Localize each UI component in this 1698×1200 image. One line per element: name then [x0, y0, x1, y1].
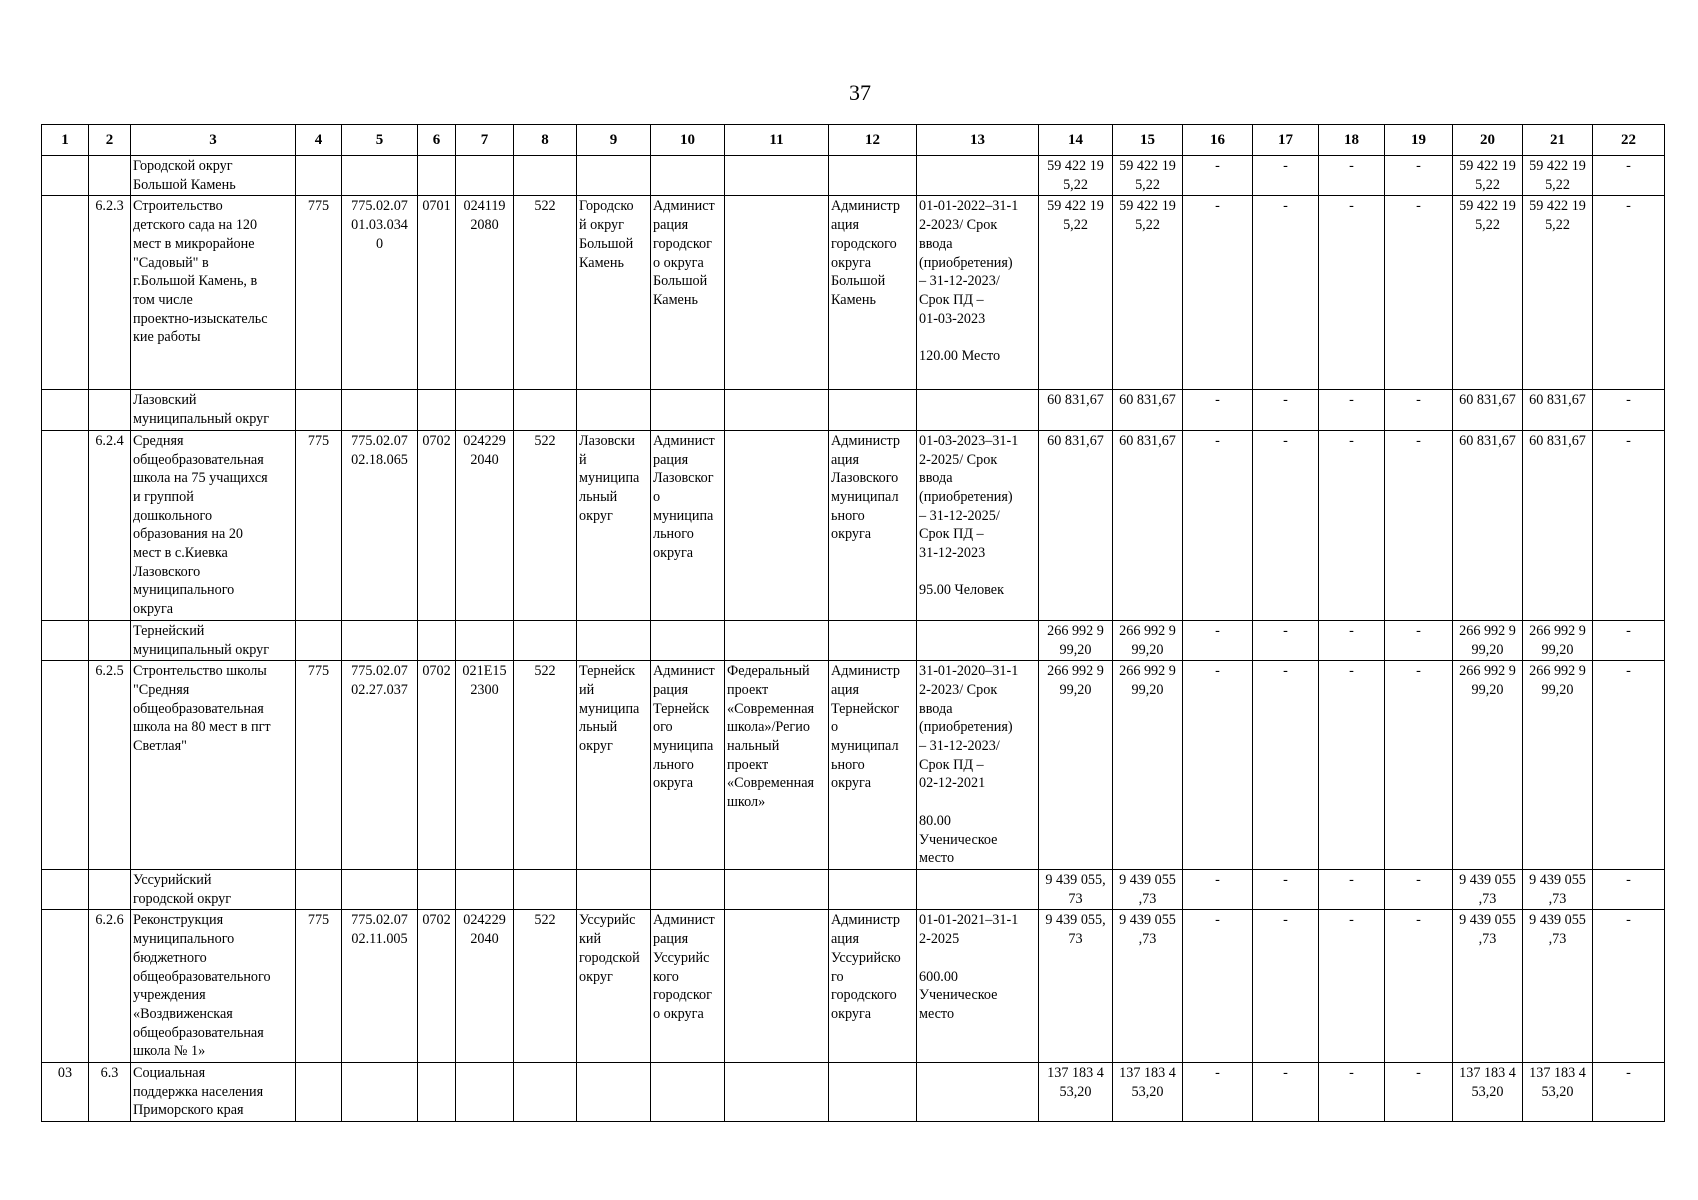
table-cell: 01-01-2021–31-1 2-2025 600.00 Ученическое место [917, 910, 1039, 1063]
table-cell: Админист рация Лазовског о муниципа льного округа [651, 430, 725, 620]
table-cell: 137 183 4 53,20 [1453, 1063, 1523, 1122]
page-number: 37 [849, 80, 871, 105]
table-cell [42, 869, 89, 909]
table-cell: - [1385, 390, 1453, 430]
table-cell [917, 1063, 1039, 1122]
table-cell: 6.3 [89, 1063, 131, 1122]
table-cell [725, 430, 829, 620]
table-cell: 6.2.5 [89, 661, 131, 870]
table-cell: 522 [514, 196, 577, 390]
table-cell: Средняя общеобразовательная школа на 75 учащихся и группой дошкольного образования на 20 мест в с.Киевка Лазовского муниципального округа [131, 430, 296, 620]
table-cell: - [1593, 390, 1665, 430]
table-cell: 60 831,67 [1523, 430, 1593, 620]
table-cell [42, 390, 89, 430]
column-header: 10 [651, 125, 725, 156]
table-cell [342, 620, 418, 660]
table-cell: 024229 2040 [456, 430, 514, 620]
table-cell: Уссурийс кий городской округ [577, 910, 651, 1063]
table-cell [418, 1063, 456, 1122]
table-cell: - [1253, 620, 1319, 660]
table-cell: 60 831,67 [1113, 430, 1183, 620]
column-header: 16 [1183, 125, 1253, 156]
table-cell: 01-01-2022–31-1 2-2023/ Срок ввода (приобретения) – 31-12-2023/ Срок ПД – 01-03-2023 120.00 Место [917, 196, 1039, 390]
table-cell: Реконструкция муниципального бюджетного общеобразовательного учреждения «Воздвиженская общеобразовательная школа № 1» [131, 910, 296, 1063]
table-row [42, 869, 1665, 909]
table-cell: 775 [296, 430, 342, 620]
table-cell: - [1593, 196, 1665, 390]
table-row [42, 1063, 1665, 1122]
table-cell: 9 439 055 ,73 [1453, 869, 1523, 909]
table-row [42, 430, 1665, 620]
column-header: 3 [131, 125, 296, 156]
table-cell [89, 869, 131, 909]
table-cell [42, 156, 89, 196]
table-cell: - [1385, 196, 1453, 390]
table-cell: Уссурийский городской округ [131, 869, 296, 909]
column-header: 13 [917, 125, 1039, 156]
table-cell: Тернейский муниципальный округ [131, 620, 296, 660]
table-cell: 60 831,67 [1523, 390, 1593, 430]
table-cell: 60 831,67 [1113, 390, 1183, 430]
table-cell: - [1183, 869, 1253, 909]
table-cell: - [1183, 430, 1253, 620]
column-header: 19 [1385, 125, 1453, 156]
column-header: 15 [1113, 125, 1183, 156]
table-cell [829, 156, 917, 196]
table-cell: 60 831,67 [1453, 430, 1523, 620]
table-cell: 9 439 055 ,73 [1523, 869, 1593, 909]
table-cell: 775 [296, 661, 342, 870]
table-cell: Администр ация Тернейског о муниципал ьного округа [829, 661, 917, 870]
table-row [42, 910, 1665, 1063]
table-cell: 0702 [418, 910, 456, 1063]
table-cell: 60 831,67 [1039, 430, 1113, 620]
table-cell [651, 390, 725, 430]
table-cell: Лазовский муниципальный округ [131, 390, 296, 430]
table-cell: Админист рация городског о округа Большой Камень [651, 196, 725, 390]
table-cell [725, 390, 829, 430]
table-cell: 266 992 9 99,20 [1039, 661, 1113, 870]
table-cell: 137 183 4 53,20 [1039, 1063, 1113, 1122]
table-cell: 9 439 055 ,73 [1113, 869, 1183, 909]
table-cell: - [1385, 430, 1453, 620]
table-cell [725, 156, 829, 196]
table-cell: 60 831,67 [1453, 390, 1523, 430]
table-cell: 60 831,67 [1039, 390, 1113, 430]
table-cell [456, 620, 514, 660]
table-cell [651, 869, 725, 909]
table-cell: Социальная поддержка населения Приморского края [131, 1063, 296, 1122]
table-cell: - [1385, 661, 1453, 870]
column-header: 6 [418, 125, 456, 156]
table-cell: 266 992 9 99,20 [1113, 620, 1183, 660]
table-cell [829, 390, 917, 430]
table-cell: 266 992 9 99,20 [1039, 620, 1113, 660]
column-header: 1 [42, 125, 89, 156]
table-cell: - [1183, 156, 1253, 196]
table-cell: - [1319, 910, 1385, 1063]
table-cell [514, 156, 577, 196]
table-cell [42, 430, 89, 620]
table-cell: - [1385, 620, 1453, 660]
table-cell: 59 422 19 5,22 [1113, 156, 1183, 196]
table-cell [514, 620, 577, 660]
table-cell: - [1385, 156, 1453, 196]
table-cell [917, 620, 1039, 660]
table-cell: 522 [514, 430, 577, 620]
table-cell [296, 156, 342, 196]
table-cell [651, 620, 725, 660]
table-cell: 137 183 4 53,20 [1113, 1063, 1183, 1122]
table-cell: Городско й округ Большой Камень [577, 196, 651, 390]
table-cell [725, 1063, 829, 1122]
table-cell: - [1593, 1063, 1665, 1122]
table-cell [89, 390, 131, 430]
table-cell: - [1319, 430, 1385, 620]
table-row [42, 196, 1665, 390]
table-cell [456, 156, 514, 196]
table-cell: Городской округ Большой Камень [131, 156, 296, 196]
column-header: 7 [456, 125, 514, 156]
table-cell [342, 869, 418, 909]
table-cell: 31-01-2020–31-1 2-2023/ Срок ввода (приобретения) – 31-12-2023/ Срок ПД – 02-12-2021 80.00 Ученическое место [917, 661, 1039, 870]
table-cell: 775 [296, 910, 342, 1063]
table-cell [456, 1063, 514, 1122]
table-cell [829, 620, 917, 660]
table-cell [418, 869, 456, 909]
table-cell: 775.02.07 01.03.034 0 [342, 196, 418, 390]
table-cell: - [1253, 196, 1319, 390]
table-cell: 9 439 055 ,73 [1113, 910, 1183, 1063]
table-cell: Лазовски й муниципа льный округ [577, 430, 651, 620]
table-row [42, 661, 1665, 870]
table-cell [296, 1063, 342, 1122]
table-cell [829, 869, 917, 909]
table-cell: 021E15 2300 [456, 661, 514, 870]
table-cell: 775 [296, 196, 342, 390]
table-cell [577, 156, 651, 196]
table-cell: 0702 [418, 430, 456, 620]
table-cell [917, 390, 1039, 430]
table-cell: 522 [514, 910, 577, 1063]
table-cell: 9 439 055, 73 [1039, 869, 1113, 909]
table-cell: 6.2.4 [89, 430, 131, 620]
table-cell: - [1183, 620, 1253, 660]
table-row [42, 620, 1665, 660]
budget-table [41, 124, 1665, 1122]
table-cell: - [1319, 156, 1385, 196]
table-cell: Администр ация Лазовского муниципал ьного округа [829, 430, 917, 620]
table-cell: 59 422 19 5,22 [1453, 156, 1523, 196]
table-cell: - [1593, 156, 1665, 196]
table-cell [89, 156, 131, 196]
table-cell: - [1253, 1063, 1319, 1122]
table-cell [651, 1063, 725, 1122]
table-cell: Стронтельство школы "Средняя общеобразовательная школа на 80 мест в пгт Светлая" [131, 661, 296, 870]
table-cell: - [1385, 1063, 1453, 1122]
column-header: 17 [1253, 125, 1319, 156]
table-cell: 0701 [418, 196, 456, 390]
column-header: 18 [1319, 125, 1385, 156]
table-cell: - [1385, 910, 1453, 1063]
table-cell [42, 910, 89, 1063]
table-cell: 0702 [418, 661, 456, 870]
table-cell [725, 620, 829, 660]
table-cell: 59 422 19 5,22 [1523, 196, 1593, 390]
table-cell: Федеральный проект «Современная школа»/Регио нальный проект «Современная школ» [725, 661, 829, 870]
table-cell: 266 992 9 99,20 [1113, 661, 1183, 870]
table-cell: Строительство детского сада на 120 мест в микрорайоне "Садовый" в г.Большой Камень, в том числе проектно-изыскательс кие работы [131, 196, 296, 390]
column-header: 12 [829, 125, 917, 156]
table-cell: - [1593, 910, 1665, 1063]
table-cell [418, 390, 456, 430]
table-cell [725, 910, 829, 1063]
column-header: 5 [342, 125, 418, 156]
table-cell: - [1253, 910, 1319, 1063]
column-header: 21 [1523, 125, 1593, 156]
table-cell: 137 183 4 53,20 [1523, 1063, 1593, 1122]
table-cell: 9 439 055 ,73 [1453, 910, 1523, 1063]
table-cell: 522 [514, 661, 577, 870]
table-cell: - [1593, 620, 1665, 660]
table-cell: Администр ация городского округа Большой Камень [829, 196, 917, 390]
column-header: 14 [1039, 125, 1113, 156]
table-cell [296, 620, 342, 660]
table-cell: 59 422 19 5,22 [1039, 156, 1113, 196]
table-cell: 266 992 9 99,20 [1453, 620, 1523, 660]
table-cell: - [1253, 156, 1319, 196]
table-cell: 775.02.07 02.18.065 [342, 430, 418, 620]
table-cell: 01-03-2023–31-1 2-2025/ Срок ввода (приобретения) – 31-12-2025/ Срок ПД – 31-12-2023 95.00 Человек [917, 430, 1039, 620]
table-cell: 6.2.3 [89, 196, 131, 390]
table-cell [418, 156, 456, 196]
table-cell: 03 [42, 1063, 89, 1122]
table-cell [514, 390, 577, 430]
table-cell [829, 1063, 917, 1122]
table-cell [651, 156, 725, 196]
table-cell: - [1593, 430, 1665, 620]
table-cell: 024119 2080 [456, 196, 514, 390]
table-cell: - [1319, 869, 1385, 909]
table-cell: 266 992 9 99,20 [1523, 620, 1593, 660]
column-header: 2 [89, 125, 131, 156]
table-cell: - [1253, 869, 1319, 909]
table-cell: 9 439 055 ,73 [1523, 910, 1593, 1063]
table-row [42, 390, 1665, 430]
table-cell [456, 390, 514, 430]
table-cell [577, 1063, 651, 1122]
table-cell: 266 992 9 99,20 [1453, 661, 1523, 870]
table-cell: 775.02.07 02.27.037 [342, 661, 418, 870]
table-cell: Администр ация Уссурийско го городского округа [829, 910, 917, 1063]
table-cell: - [1319, 620, 1385, 660]
table-cell [725, 869, 829, 909]
table-cell: 024229 2040 [456, 910, 514, 1063]
table-cell: Админист рация Тернейск ого муниципа льного округа [651, 661, 725, 870]
column-header: 11 [725, 125, 829, 156]
table-cell [514, 1063, 577, 1122]
table-cell: 9 439 055, 73 [1039, 910, 1113, 1063]
table-cell: - [1319, 390, 1385, 430]
column-header: 4 [296, 125, 342, 156]
table-cell: - [1319, 661, 1385, 870]
column-header: 8 [514, 125, 577, 156]
column-header: 20 [1453, 125, 1523, 156]
table-cell: 266 992 9 99,20 [1523, 661, 1593, 870]
table-cell [42, 620, 89, 660]
table-cell: - [1183, 910, 1253, 1063]
table-cell [917, 156, 1039, 196]
table-cell: 59 422 19 5,22 [1453, 196, 1523, 390]
table-cell [577, 869, 651, 909]
table-cell: 775.02.07 02.11.005 [342, 910, 418, 1063]
table-cell [577, 390, 651, 430]
table-cell: 6.2.6 [89, 910, 131, 1063]
table-cell: - [1253, 390, 1319, 430]
table-cell: Тернейск ий муниципа льный округ [577, 661, 651, 870]
table-cell [418, 620, 456, 660]
table-cell [42, 661, 89, 870]
table-cell [514, 869, 577, 909]
table-cell [296, 869, 342, 909]
table-cell: - [1183, 390, 1253, 430]
table-cell: - [1253, 430, 1319, 620]
table-cell: 59 422 19 5,22 [1523, 156, 1593, 196]
table-cell [577, 620, 651, 660]
table-cell: - [1183, 1063, 1253, 1122]
table-cell [342, 390, 418, 430]
table-cell: - [1593, 661, 1665, 870]
column-header: 9 [577, 125, 651, 156]
table-cell: - [1183, 196, 1253, 390]
table-cell [342, 1063, 418, 1122]
header-row [42, 125, 1665, 156]
table-cell: - [1319, 196, 1385, 390]
table-cell [725, 196, 829, 390]
table-cell [342, 156, 418, 196]
column-header: 22 [1593, 125, 1665, 156]
table-cell [42, 196, 89, 390]
table-cell [917, 869, 1039, 909]
table-row [42, 156, 1665, 196]
table-cell: - [1319, 1063, 1385, 1122]
table-cell: Админист рация Уссурийс кого городског о округа [651, 910, 725, 1063]
table-cell [296, 390, 342, 430]
table-cell: - [1253, 661, 1319, 870]
table-cell: 59 422 19 5,22 [1113, 196, 1183, 390]
table-cell: - [1385, 869, 1453, 909]
table-cell [456, 869, 514, 909]
table-cell: 59 422 19 5,22 [1039, 196, 1113, 390]
table-cell [89, 620, 131, 660]
table-cell: - [1183, 661, 1253, 870]
table-cell: - [1593, 869, 1665, 909]
